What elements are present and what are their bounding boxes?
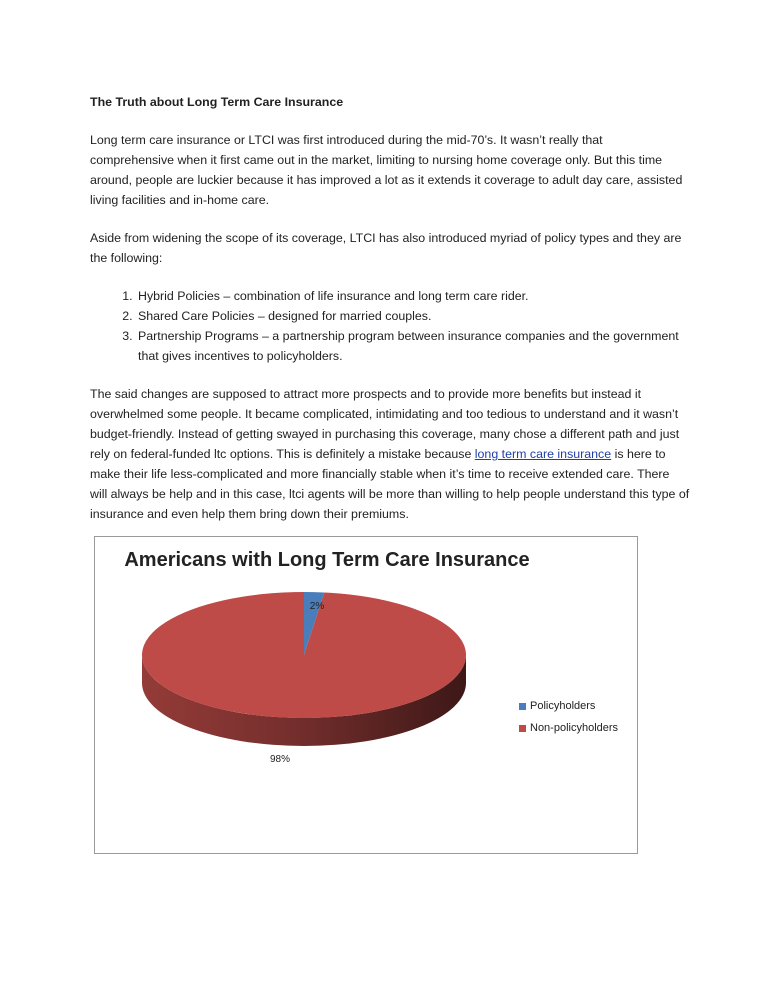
legend-label: Non-policyholders bbox=[530, 722, 619, 734]
list-item: 3. Partnership Programs – a partnership program between insurance companies and the government that gives incentives to policyholders. bbox=[136, 326, 690, 366]
chart-legend bbox=[519, 695, 618, 739]
data-label-policyholders: 2% bbox=[309, 601, 325, 612]
legend-swatch-policyholders bbox=[519, 703, 526, 710]
document-body bbox=[90, 92, 690, 542]
ltci-link[interactable]: long term care insurance bbox=[474, 447, 612, 461]
conclusion-text-start: The said changes are supposed to attract more prospects and to provide more benefits but instead it overwhelmed some people. It became complicated, intimidating and too tedious to understand and it wasn’t budget-friendly. Instead of getting swayed in purchasing this coverage, many chose a different path and just rely on federal-funded ltc options. This is definitely a mistake because bbox=[90, 387, 680, 461]
list-item: 2. Shared Care Policies – designed for married couples. bbox=[136, 306, 690, 326]
document-title: The Truth about Long Term Care Insurance bbox=[90, 95, 344, 109]
paragraph-policy-types: Aside from widening the scope of its coverage, LTCI has also introduced myriad of policy types and they are the following: bbox=[90, 231, 682, 265]
legend-label: Policyholders bbox=[530, 700, 596, 712]
pie-chart bbox=[95, 537, 635, 851]
legend-item-non-policyholders bbox=[519, 717, 618, 739]
policy-types-list bbox=[90, 286, 690, 366]
chart-title: Americans with Long Term Care Insurance bbox=[124, 549, 530, 571]
list-item: 1. Hybrid Policies – combination of life insurance and long term care rider. bbox=[136, 286, 690, 306]
legend-swatch-non-policyholders bbox=[519, 725, 526, 732]
pie-chart-frame bbox=[94, 536, 638, 854]
data-label-non-policyholders: 98% bbox=[269, 754, 291, 765]
conclusion-text-end: is here to make their life less-complicated and more financially stable when it’s time to receive extended care. There will always be help and in this case, ltci agents will be more than willing to help people understand this type of insurance and even help them bring down their premiums. bbox=[90, 447, 690, 521]
paragraph-conclusion bbox=[90, 384, 690, 524]
paragraph-intro: Long term care insurance or LTCI was first introduced during the mid-70’s. It wasn’t really that comprehensive when it first came out in the market, limiting to nursing home coverage only. But this time around, people are luckier because it has improved a lot as it extends it coverage to adult day care, assisted living facilities and in-home care. bbox=[90, 133, 683, 207]
legend-item-policyholders bbox=[519, 695, 618, 717]
